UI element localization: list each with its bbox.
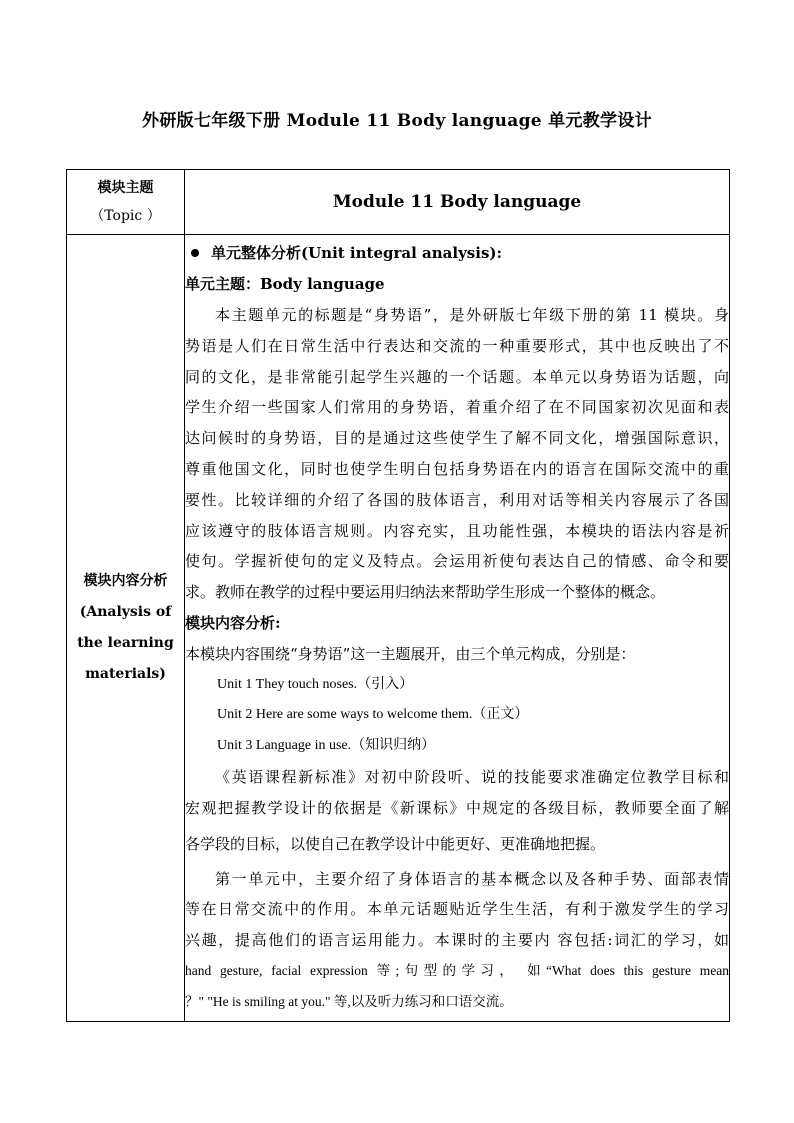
bullet-heading: 单元整体分析(Unit integral analysis): bbox=[211, 244, 503, 263]
topic-label-cell bbox=[67, 170, 185, 235]
para2-line: 各学段的目标，以使自己在教学设计中能更好、更准确地把握。 bbox=[185, 834, 606, 853]
para1-line: 同的文化，是非常能引起学生兴趣的一个话题。本单元以身势语为话题，向 bbox=[185, 367, 729, 386]
analysis-row bbox=[67, 235, 730, 1022]
para1-line: 本主题单元的标题是“身势语”，是外研版七年级下册的第 11 模块。身 bbox=[215, 306, 729, 325]
para1-line: 应该遵守的肢体语言规则。内容充实，且功能性强，本模块的语法内容是祈 bbox=[185, 521, 729, 540]
topic-label: 模块主题 bbox=[97, 180, 154, 196]
para3-line: 等在日常交流中的作用。本单元话题贴近学生生活，有利于激发学生的学习 bbox=[185, 900, 729, 919]
module-intro: 本模块内容围绕“身势语”这一主题展开，由三个单元构成，分别是： bbox=[185, 644, 636, 663]
para3-line: ？" "He is smiling at you." 等,以及听力练习和口语交流。 bbox=[185, 993, 513, 1009]
unit-item: Unit 3 Language in use.（知识归纳） bbox=[217, 738, 436, 754]
analysis-label-en-3: materials) bbox=[85, 666, 166, 682]
para1-line: 势语是人们在日常生活中行表达和交流的一种重要形式，其中也反映出了不 bbox=[185, 336, 729, 355]
analysis-label: 模块内容分析 bbox=[83, 573, 168, 589]
para3-line: 兴趣，提高他们的语言运用能力。本课时的主要内 容包括:词汇的学习，如 bbox=[185, 931, 729, 950]
page-title: 外研版七年级下册 Module 11 Body language 单元教学设计 bbox=[142, 111, 652, 131]
para1-line: 要性。比较详细的介绍了各国的肢体语言，利用对话等相关内容展示了各国 bbox=[185, 490, 729, 509]
unit-item: Unit 1 They touch noses.（引入） bbox=[217, 676, 414, 692]
bullet-heading-line bbox=[185, 238, 729, 269]
para1-line: 求。教师在教学的过程中要运用归纳法来帮助学生形成一个整体的概念。 bbox=[185, 583, 666, 602]
para1-line: 使句。学握祈使句的定义及特点。会运用祈使句表达自己的情感、命令和要 bbox=[185, 552, 729, 571]
topic-label-en: （Topic ） bbox=[90, 208, 161, 224]
unit-theme: 单元主题：Body language bbox=[185, 275, 385, 294]
para2-line: 《英语课程新标准》对初中阶段听、说的技能要求准确定位教学目标和 bbox=[215, 767, 729, 786]
para3-line: hand gesture, facial expression 等;句型的学习， 如“What does this gesture mean bbox=[185, 962, 729, 978]
module-analysis-heading: 模块内容分析: bbox=[185, 614, 281, 632]
para1-line: 达问候时的身势语，目的是通过这些使学生了解不同文化，增强国际意识， bbox=[185, 429, 729, 448]
topic-row bbox=[67, 170, 730, 235]
unit-item: Unit 2 Here are some ways to welcome them.（正文） bbox=[217, 707, 529, 723]
para1-line: 学生介绍一些国家人们常用的身势语，着重介绍了在不同国家初次见面和表 bbox=[185, 398, 729, 417]
para1-line: 尊重他国文化，同时也使学生明白包括身势语在内的语言在国际交流中的重 bbox=[185, 460, 729, 479]
analysis-label-cell bbox=[67, 235, 185, 1022]
bullet-icon bbox=[191, 249, 199, 257]
lesson-design-table bbox=[66, 169, 730, 1022]
topic-value: Module 11 Body language bbox=[185, 170, 730, 235]
para3-line: 第一单元中，主要介绍了身体语言的基本概念以及各种手势、面部表情 bbox=[215, 869, 729, 888]
analysis-label-en-2: the learning bbox=[77, 635, 174, 651]
para2-line: 宏观把握教学设计的依据是《新课标》中规定的各级目标，教师要全面了解 bbox=[185, 798, 729, 817]
analysis-content bbox=[185, 235, 730, 1022]
analysis-label-en-1: (Analysis of bbox=[79, 604, 172, 620]
